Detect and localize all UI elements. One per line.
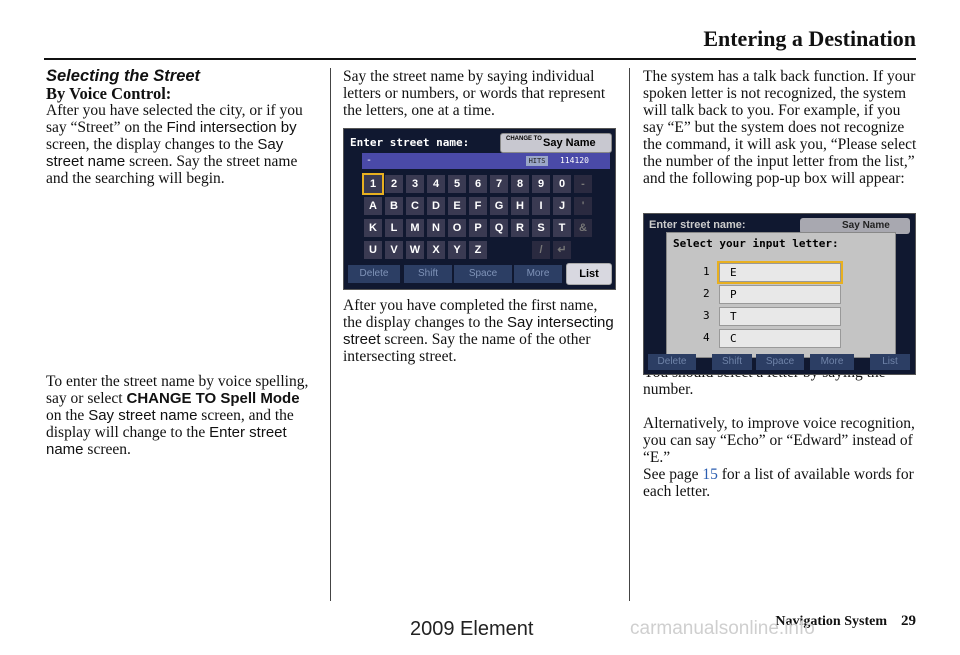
page-number: 29 — [901, 613, 916, 629]
shift-button[interactable]: Shift — [404, 265, 452, 283]
paragraph-1: Say the street name by saying individual letters or numbers, or words that represent the letters, one at a time. — [343, 68, 606, 119]
header-rule — [44, 58, 916, 60]
space-button[interactable]: Space — [454, 265, 512, 283]
key-3-3[interactable]: X — [427, 241, 445, 259]
key-1-4[interactable]: E — [448, 197, 466, 215]
key-1-1[interactable]: B — [385, 197, 403, 215]
more-button[interactable]: More — [514, 265, 562, 283]
key-1-0[interactable]: A — [364, 197, 382, 215]
page-title: Entering a Destination — [703, 26, 916, 51]
key-0-1[interactable]: 2 — [385, 175, 403, 193]
mode-small-label: CHANGE TO — [506, 136, 542, 142]
list-button: List — [870, 354, 910, 370]
space-button: Space — [756, 354, 804, 370]
key-3-4[interactable]: Y — [448, 241, 466, 259]
key-1-5[interactable]: F — [469, 197, 487, 215]
option-t[interactable]: T — [719, 307, 841, 326]
key-2-1[interactable]: L — [385, 219, 403, 237]
section-title: Selecting the Street — [46, 67, 201, 85]
column-1 — [46, 68, 318, 458]
delete-button: Delete — [648, 354, 696, 370]
screen-title: Enter street name: — [350, 136, 470, 149]
paragraph-2: After you have completed the first name, the display changes to the Say intersecting street screen. Say the name of the other intersecting street. — [343, 297, 614, 365]
popup-title: Select your input letter: — [673, 237, 839, 250]
key-1-6[interactable]: G — [490, 197, 508, 215]
column-divider-2 — [629, 68, 630, 601]
key-0-10[interactable]: - — [574, 175, 592, 193]
option-number: 2 — [703, 287, 710, 300]
key-0-9[interactable]: 0 — [553, 175, 571, 193]
key-3-9[interactable]: ↵ — [553, 241, 571, 259]
option-e[interactable]: E — [719, 263, 841, 282]
mode-label: Say Name — [543, 137, 596, 149]
bg-mode-button: Say Name — [800, 218, 910, 234]
option-c[interactable]: C — [719, 329, 841, 348]
paragraph-2: To enter the street name by voice spelling, say or select CHANGE TO Spell Mode on the Say street name screen, and the display will change to the Enter street name screen. — [46, 373, 309, 458]
hits-label: HITS — [526, 156, 548, 166]
key-2-10[interactable]: & — [574, 219, 592, 237]
bg-screen-title: Enter street name: — [649, 219, 746, 231]
key-1-9[interactable]: J — [553, 197, 571, 215]
key-2-4[interactable]: O — [448, 219, 466, 237]
key-1-3[interactable]: D — [427, 197, 445, 215]
entry-cursor: - — [366, 155, 373, 166]
key-0-4[interactable]: 5 — [448, 175, 466, 193]
key-2-5[interactable]: P — [469, 219, 487, 237]
option-number: 4 — [703, 331, 710, 344]
key-0-2[interactable]: 3 — [406, 175, 424, 193]
column-divider-1 — [330, 68, 331, 601]
list-button[interactable]: List — [566, 263, 612, 285]
hits-value: 114120 — [560, 156, 589, 165]
paragraph-4: See page 15 for a list of available words for each letter. — [643, 466, 914, 500]
key-2-2[interactable]: M — [406, 219, 424, 237]
enter-street-name-screen — [343, 128, 616, 290]
option-p[interactable]: P — [719, 285, 841, 304]
key-1-8[interactable]: I — [532, 197, 550, 215]
delete-button[interactable]: Delete — [348, 265, 400, 283]
key-3-5[interactable]: Z — [469, 241, 487, 259]
key-2-7[interactable]: R — [511, 219, 529, 237]
popup-box — [666, 232, 896, 358]
paragraph-1: The system has a talk back function. If your spoken letter is not recognized, the system will talk back to you. For example, if you say “E” but the system does not recognize the command, it will ask you, “Please select the number of the input letter from the list,” and the following pop-up box will appear: — [643, 68, 917, 187]
page-link[interactable]: 15 — [702, 466, 718, 483]
key-3-2[interactable]: W — [406, 241, 424, 259]
footer-section: Navigation System — [775, 614, 887, 629]
key-0-8[interactable]: 9 — [532, 175, 550, 193]
watermark-site: carmanualsonline.info — [630, 618, 815, 639]
key-0-0[interactable]: 1 — [364, 175, 382, 193]
option-number: 1 — [703, 265, 710, 278]
key-2-0[interactable]: K — [364, 219, 382, 237]
key-0-5[interactable]: 6 — [469, 175, 487, 193]
key-2-3[interactable]: N — [427, 219, 445, 237]
key-2-9[interactable]: T — [553, 219, 571, 237]
subheading: By Voice Control: — [46, 84, 172, 103]
key-3-1[interactable]: V — [385, 241, 403, 259]
shift-button: Shift — [712, 354, 752, 370]
watermark-model: 2009 Element — [410, 618, 534, 640]
key-1-7[interactable]: H — [511, 197, 529, 215]
paragraph-2: number. — [643, 381, 694, 398]
select-letter-popup-screen — [643, 213, 916, 375]
paragraph-3: Alternatively, to improve voice recognition, you can say “Echo” or “Edward” instead of “E.” — [643, 415, 915, 466]
paragraph-1: After you have selected the city, or if you say “Street” on the Find intersection by screen, the display changes to the Say street name screen. Say the street name and the searching will begin. — [46, 102, 303, 187]
more-button: More — [810, 354, 854, 370]
key-0-3[interactable]: 4 — [427, 175, 445, 193]
change-mode-button[interactable] — [500, 133, 612, 153]
key-2-8[interactable]: S — [532, 219, 550, 237]
key-1-2[interactable]: C — [406, 197, 424, 215]
key-1-10[interactable]: ' — [574, 197, 592, 215]
option-number: 3 — [703, 309, 710, 322]
key-3-0[interactable]: U — [364, 241, 382, 259]
key-0-7[interactable]: 8 — [511, 175, 529, 193]
key-0-6[interactable]: 7 — [490, 175, 508, 193]
key-3-8[interactable]: / — [532, 241, 550, 259]
key-2-6[interactable]: Q — [490, 219, 508, 237]
